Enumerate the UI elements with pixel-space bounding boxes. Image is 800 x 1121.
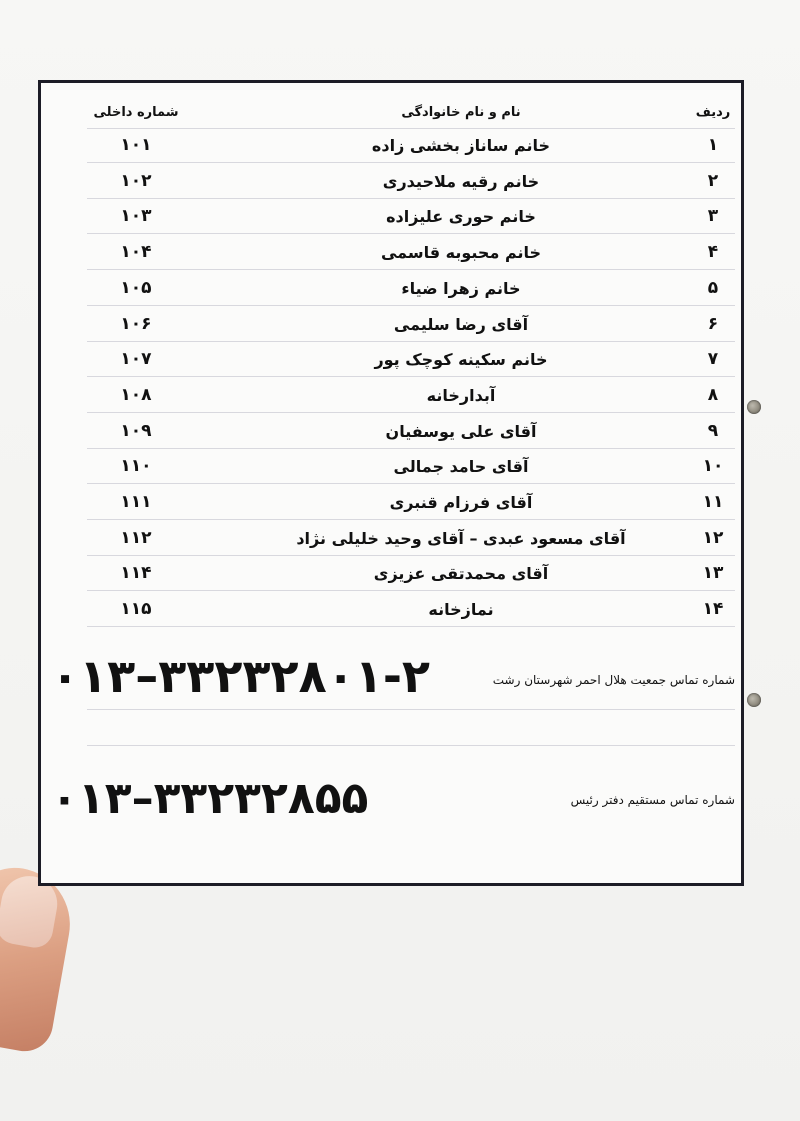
- extension-cell: ۱۰۶: [120, 313, 152, 334]
- extension-cell: ۱۱۱: [120, 492, 152, 512]
- index-cell: ۳: [707, 206, 719, 227]
- row-divider: [87, 198, 735, 199]
- index-cell: ۱۴: [702, 599, 724, 620]
- contact-society-number: ۰۱۳–۳۳۲۳۲۸۰۱-۲: [51, 649, 431, 703]
- phone-directory-frame: [38, 80, 744, 886]
- contact-society-label: شماره تماس جمعیت هلال احمر شهرستان رشت: [492, 673, 735, 687]
- table-row: [41, 450, 741, 484]
- row-divider: [87, 483, 735, 484]
- index-cell: ۵: [707, 277, 719, 298]
- index-cell: ۱: [707, 135, 719, 155]
- table-row: [41, 343, 741, 377]
- index-cell: ۱۲: [702, 527, 724, 548]
- name-cell: آقای محمدتقی عزیزی: [373, 564, 549, 584]
- name-cell: آقای حامد جمالی: [393, 457, 529, 477]
- extension-cell: ۱۰۴: [120, 242, 152, 263]
- row-divider: [87, 376, 735, 377]
- row-divider: [87, 448, 735, 449]
- table-row: [41, 236, 741, 270]
- row-divider: [87, 519, 735, 520]
- index-cell: ۹: [707, 420, 719, 441]
- table-row: [41, 415, 741, 449]
- index-cell: ۱۰: [702, 456, 724, 477]
- binder-hole: [747, 400, 761, 414]
- row-divider: [87, 269, 735, 270]
- row-divider: [87, 162, 735, 163]
- table-row: [41, 557, 741, 591]
- table-row: [41, 593, 741, 627]
- row-divider: [87, 555, 735, 556]
- table-row: [41, 272, 741, 306]
- index-cell: ۷: [707, 349, 719, 370]
- extension-cell: ۱۰۷: [120, 349, 152, 370]
- extension-cell: ۱۰۲: [120, 170, 152, 191]
- index-cell: ۸: [707, 384, 719, 405]
- row-divider: [87, 341, 735, 342]
- table-row: [41, 129, 741, 163]
- row-divider: [87, 626, 735, 627]
- name-cell: خانم حوری علیزاده: [386, 207, 536, 227]
- extension-cell: ۱۰۹: [120, 420, 152, 441]
- header-extension: شماره داخلی: [93, 105, 179, 120]
- row-divider: [87, 305, 735, 306]
- table-row: [41, 486, 741, 520]
- extension-cell: ۱۱۲: [120, 527, 152, 548]
- contact-director-number: ۰۱۳–۳۳۲۳۲۸۵۵: [51, 773, 369, 824]
- name-cell: آقای مسعود عبدی – آقای وحید خلیلی نژاد: [296, 528, 626, 548]
- name-cell: خانم سکینه کوچک پور: [374, 350, 548, 370]
- row-divider: [87, 412, 735, 413]
- index-cell: ۱۳: [702, 563, 724, 584]
- header-index: ردیف: [695, 105, 731, 120]
- table-row: [41, 165, 741, 199]
- table-row: [41, 379, 741, 413]
- extension-cell: ۱۱۵: [120, 599, 152, 620]
- header-name: نام و نام خانوادگی: [401, 105, 521, 120]
- index-cell: ۲: [707, 170, 719, 191]
- name-cell: آقای علی یوسفیان: [385, 421, 537, 441]
- section-divider: [87, 709, 735, 710]
- name-cell: نمازخانه: [428, 600, 494, 620]
- name-cell: خانم زهرا ضیاء: [401, 278, 521, 298]
- index-cell: ۱۱: [702, 492, 724, 512]
- extension-cell: ۱۰۱: [120, 135, 152, 155]
- extension-cell: ۱۰۸: [120, 384, 152, 405]
- index-cell: ۴: [707, 242, 719, 263]
- name-cell: خانم محبوبه قاسمی: [380, 243, 542, 263]
- name-cell: آقای رضا سلیمی: [393, 314, 529, 334]
- section-divider: [87, 745, 735, 746]
- contact-director-label: شماره تماس مستقیم دفتر رئیس: [570, 793, 735, 807]
- binder-hole: [747, 693, 761, 707]
- table-row: [41, 522, 741, 556]
- table-header-row: [41, 95, 741, 129]
- name-cell: آقای فرزام قنبری: [389, 493, 533, 512]
- name-cell: خانم ساناز بخشی زاده: [371, 136, 551, 155]
- index-cell: ۶: [707, 313, 719, 334]
- extension-cell: ۱۰۵: [120, 277, 152, 298]
- extension-cell: ۱۰۳: [120, 206, 152, 227]
- name-cell: خانم رقیه ملاحیدری: [382, 171, 540, 191]
- table-row: [41, 308, 741, 342]
- name-cell: آبدارخانه: [426, 385, 496, 405]
- extension-cell: ۱۱۰: [120, 456, 152, 477]
- row-divider: [87, 590, 735, 591]
- row-divider: [87, 233, 735, 234]
- extension-cell: ۱۱۴: [120, 563, 152, 584]
- table-row: [41, 200, 741, 234]
